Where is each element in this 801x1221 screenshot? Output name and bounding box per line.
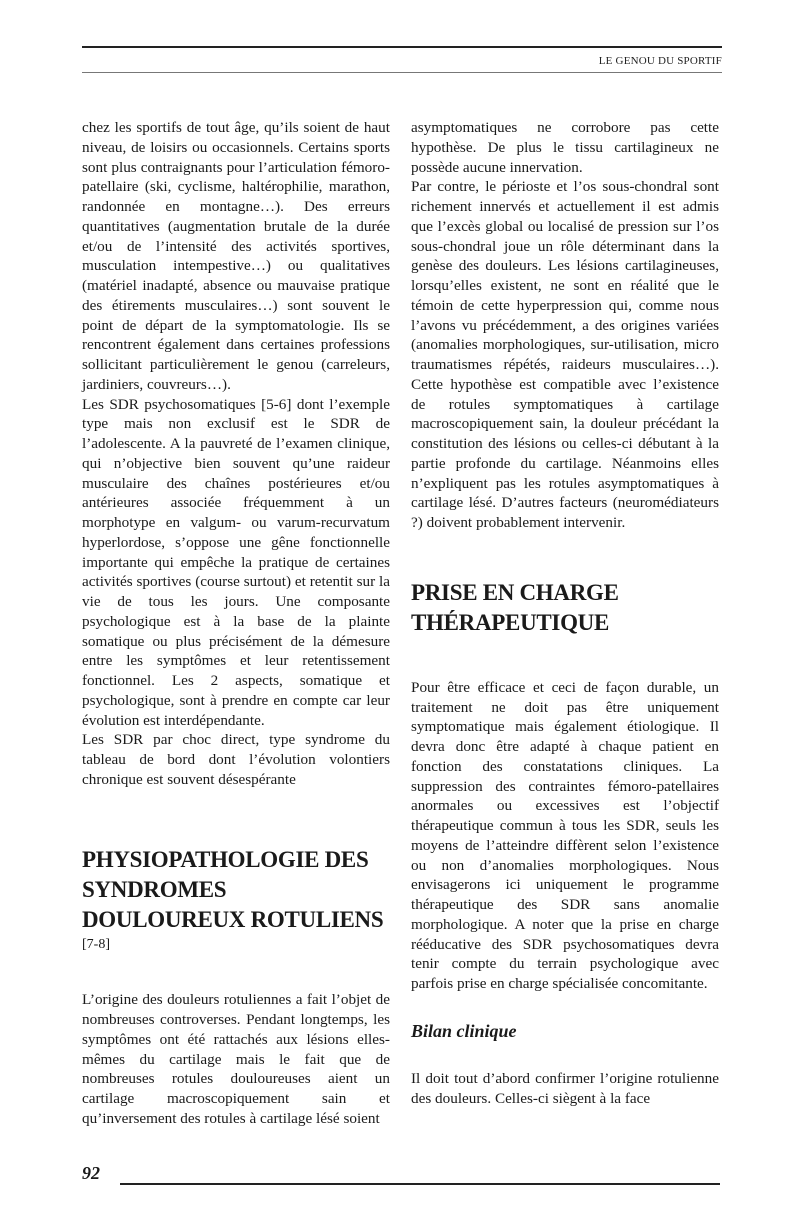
section-reference: [7-8] — [82, 936, 110, 952]
paragraph: Les SDR par choc direct, type syndrome du tableau de bord dont l’évolution volontiers chronique est souvent désespérante — [82, 731, 390, 788]
paragraph: chez les sportifs de tout âge, qu’ils soient de haut niveau, de loisirs ou occasionnels. Certains sports sont plus contraignants pour l’articulation fémoro-patellaire (ski, cyclisme, haltérophilie, marathon, randonnée en montagne…). Des erreurs quantitatives (augmentation brutale de la durée et/ou de l’intensité des activités sportives, musculation intempestive…) ou qualitatives (matériel inadapté, absence ou mauvaise pratique des étirements musculaires…) sont souvent le point de départ de la symptomatologie. Ils se rencontrent également dans certaines professions sollicitant particulièrement le genou (carreleurs, jardiniers, couvreurs…). — [82, 119, 390, 393]
header-underline — [82, 72, 722, 73]
paragraph: asymptomatiques ne corrobore pas cette hypothèse. De plus le tissu cartilagineux ne possède aucune innervation. — [411, 119, 719, 176]
paragraph: Pour être efficace et ceci de façon durable, un traitement ne doit pas être uniquement symptomatique mais également étiologique. Il devra donc être adapté à chaque patient en fonction des constatations cliniques. La suppression des contraintes fémoro-patellaires anormales ou excessives est l’objectif thérapeutique commun à tous les SDR, seuls les moyens de l’atteindre diffèrent selon l’existence ou non d’anomalies morphologiques. Nous envisagerons ici uniquement le programme thérapeutique des SDR sans anomalie morphologique. A noter que la prise en charge rééducative des SDR psychosomatiques devra tenir compte du terrain psychologique avec parfois prise en charge spécialisée concomitante. — [411, 678, 719, 992]
section-heading: PHYSIOPATHOLOGIE DES SYNDROMES DOULOUREUX ROTULIENS — [82, 846, 384, 932]
running-head: LE GENOU DU SPORTIF — [598, 55, 722, 67]
paragraph: Les SDR psychosomatiques [5-6] dont l’exemple type mais non exclusif est le SDR de l’adolescente. A la pauvreté de l’examen clinique, qui n’objective bien souvent qu’une raideur musculaire des chaînes postérieures et/ou antérieures associée fréquemment à un morphotype en valgum- ou varum-recurvatum hyperlordose, s’oppose une gêne fonctionnelle importante qui empêche la pratique de certaines activités sportives (course surtout) et retentit sur la vie de tous les jours. Une composante psychologique est à la base de la plainte somatique ou plus précisément de la démesure entre les symptômes et leur retentissement fonctionnel. Les 2 aspects, somatique et psychologique, sont à prendre en compte car leur évolution est interdépendante. — [82, 395, 390, 729]
footer-rule — [120, 1183, 720, 1185]
subsection-heading: Bilan clinique — [411, 1020, 517, 1041]
paragraph: L’origine des douleurs rotuliennes a fait l’objet de nombreuses controverses. Pendant longtemps, les symptômes ont été rattachés aux lésions elles-mêmes du cartilage mais le fait que de nombreuses rotules douloureuses aient un cartilage macroscopiquement sain et qu’inversement des rotules à cartilage lésé soient — [82, 991, 390, 1127]
page-number: 92 — [82, 1163, 100, 1183]
header-rule — [82, 46, 722, 48]
right-column — [411, 118, 719, 1108]
paragraph: Par contre, le périoste et l’os sous-chondral sont richement innervés et actuellement il est admis que l’excès global ou localisé de pression sur l’os sous-chondral joue un rôle déterminant dans la genèse des douleurs. Les lésions cartilagineuses, lorsqu’elles existent, ne sont en réalité que le témoin de cette hyperpression qui, comme nous l’avons vu précédemment, a des origines variées (anomalies morphologiques, sur-utilisation, micro traumatismes répétés, raideurs musculaires…). Cette hypothèse est compatible avec l’existence de rotules symptomatiques à cartilage macroscopiquement sain, la douleur précédant la constitution des lésions ou celles-ci débutant à la partie profonde du cartilage. Néanmoins elles n’expliquent pas les rotules asymptomatiques à cartilage lésé. D’autres facteurs (neuromédiateurs ?) doivent probablement intervenir. — [411, 178, 719, 531]
paragraph: Il doit tout d’abord confirmer l’origine rotulienne des douleurs. Celles-ci siègent à la face — [411, 1069, 719, 1107]
left-column — [82, 118, 390, 1129]
section-heading: PRISE EN CHARGE THÉRAPEUTIQUE — [411, 579, 619, 635]
